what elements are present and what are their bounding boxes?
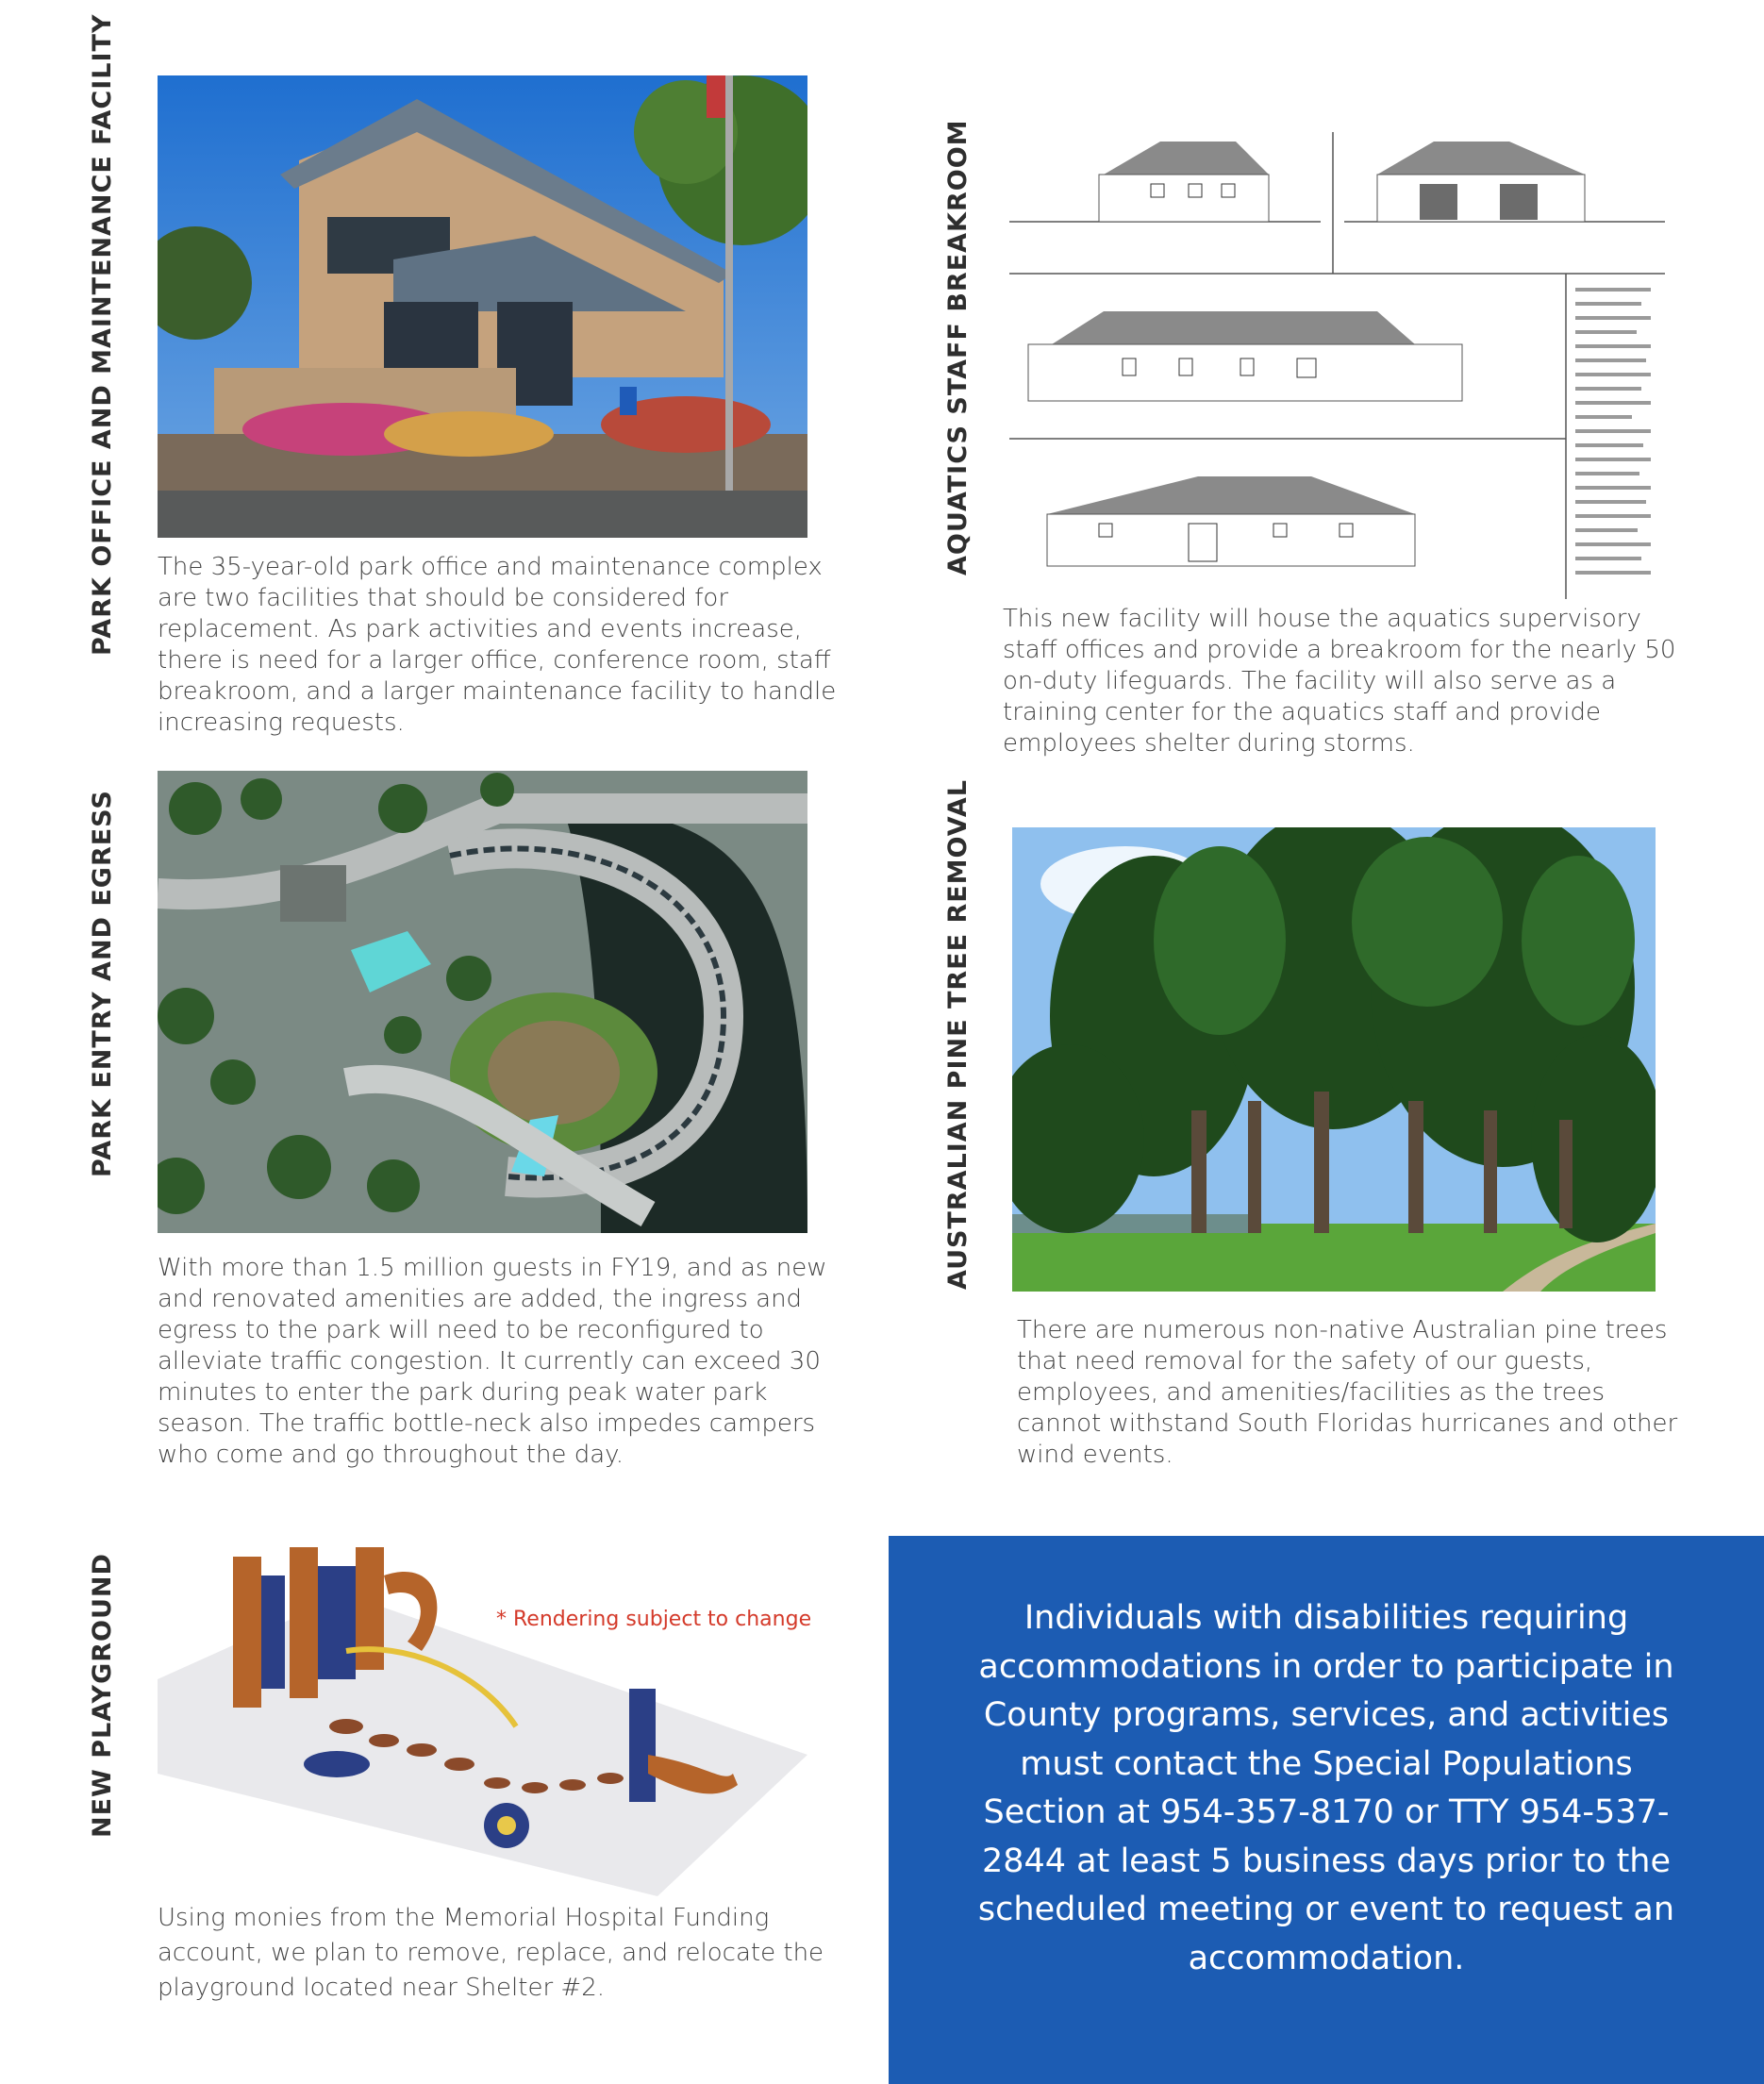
park-office-description: The 35-year-old park office and maintenance complex are two facilities that should be considered for replacement. As park activities and events increase, there is need for a larger office, conference room, staff breakroom, and a larger maintenance facility to handle increasing requests. <box>158 553 837 737</box>
aquatics-description: This new facility will house the aquatics supervisory staff offices and provide a breakroom for the nearly 50 on-duty lifeguards. The facility will also serve as a training center for the aquatics staff and provide employees shelter during storms. <box>1003 605 1676 758</box>
playground-rendering <box>158 1538 807 1896</box>
pine-tree-description: There are numerous non-native Australian pine trees that need removal for the safety of our guests, employees, and amenities/facilities as the trees cannot withstand South Floridas hurricanes and other wind events. <box>1017 1316 1678 1469</box>
playground-description: Using monies from the Memorial Hospital Funding account, we plan to remove, replace, and relocate the playground located near Shelter #2. <box>158 1904 824 2002</box>
park-office-photo <box>158 75 807 538</box>
park-entry-heading: PARK ENTRY AND EGRESS <box>88 790 117 1177</box>
pine-tree-heading: AUSTRALIAN PINE TREE REMOVAL <box>943 779 973 1290</box>
park-entry-aerial-photo <box>158 771 807 1233</box>
park-entry-description: With more than 1.5 million guests in FY19, and as new and renovated amenities are added, the ingress and egress to the park will need to be reconfigured to alleviate traffic congestion. It currently can exceed 30 minutes to enter the park during peak water park season. The traffic bottle-neck also impedes campers who come and go throughout the day. <box>158 1254 827 1469</box>
playground-heading: NEW PLAYGROUND <box>88 1553 117 1838</box>
pine-trees-photo <box>1012 827 1656 1292</box>
accessibility-notice-panel <box>889 1536 1764 2084</box>
park-office-heading: PARK OFFICE AND MAINTENANCE FACILITY <box>88 13 117 656</box>
aquatics-heading: AQUATICS STAFF BREAKROOM <box>943 119 973 575</box>
aquatics-elevation-drawing <box>1009 132 1665 599</box>
accessibility-notice-text: Individuals with disabilities requiring accommodations in order to participate in County programs, services, and activities must contact the Special Populations Section at 954-357-8170 or TTY 954-537-2844 at least 5 business days prior to the scheduled meeting or event to request an accommodation. <box>977 1599 1675 1977</box>
rendering-note: * Rendering subject to change <box>496 1608 812 1631</box>
